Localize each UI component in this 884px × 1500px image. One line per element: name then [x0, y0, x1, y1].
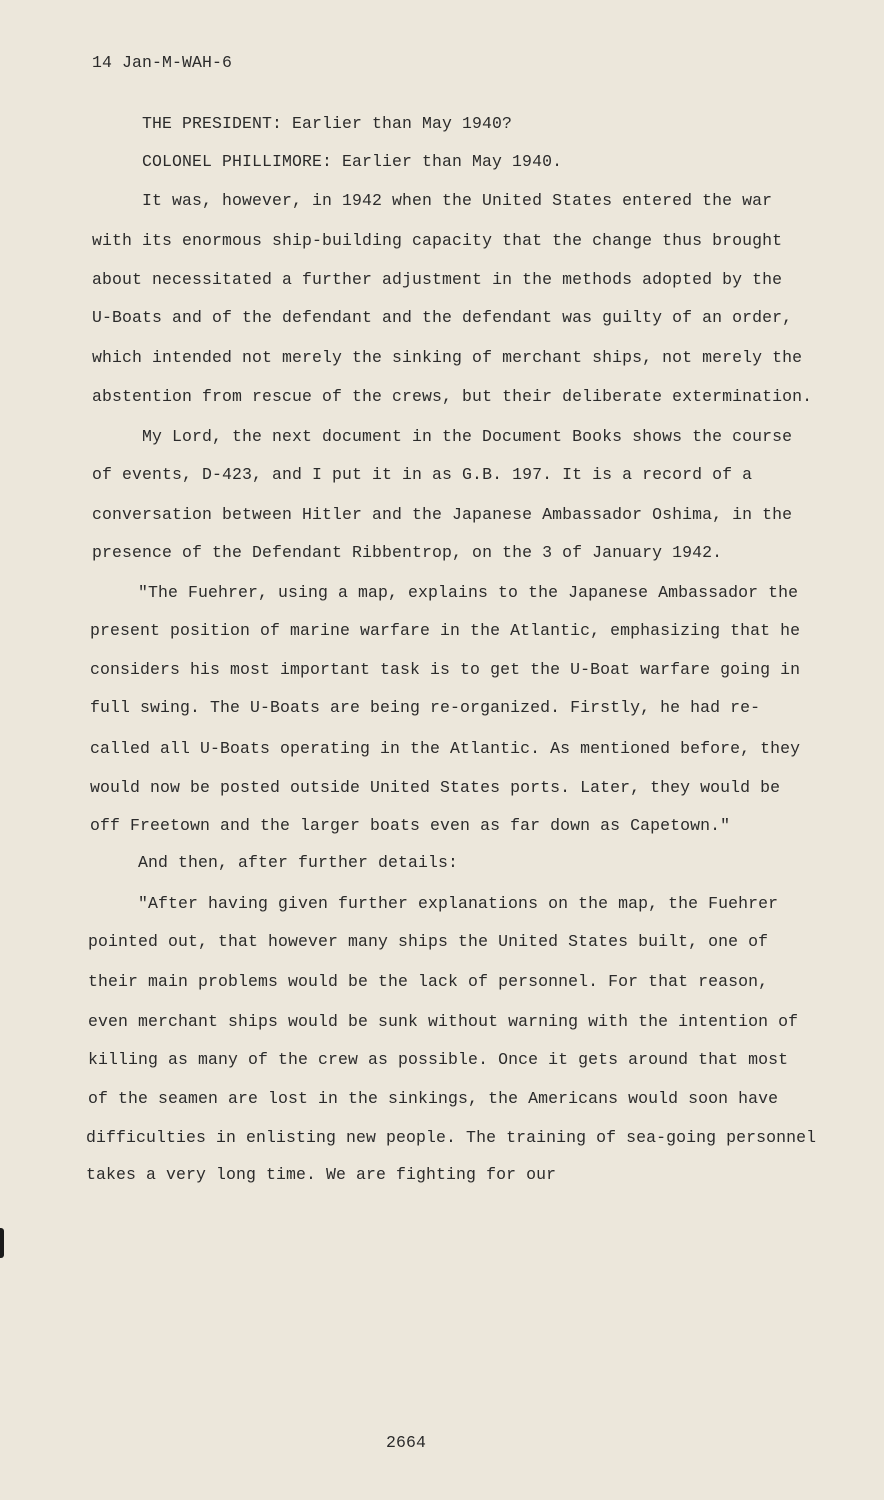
- text-line: would now be posted outside United States ports. Later, they would be: [90, 778, 781, 797]
- text-line: of events, D-423, and I put it in as G.B. 197. It is a record of a: [92, 465, 753, 484]
- text-line: killing as many of the crew as possible. Once it gets around that most: [88, 1050, 789, 1069]
- text-line: with its enormous ship-building capacity that the change thus brought: [92, 231, 783, 250]
- text-line: COLONEL PHILLIMORE: Earlier than May 1940.: [142, 152, 563, 171]
- text-line: which intended not merely the sinking of merchant ships, not merely the: [92, 348, 803, 367]
- text-line: "The Fuehrer, using a map, explains to the Japanese Ambassador the: [138, 583, 799, 602]
- text-line: takes a very long time. We are fighting for our: [86, 1165, 557, 1184]
- text-line: pointed out, that however many ships the United States built, one of: [88, 932, 769, 951]
- text-line: off Freetown and the larger boats even as far down as Capetown.": [90, 816, 731, 835]
- text-line: THE PRESIDENT: Earlier than May 1940?: [142, 114, 513, 133]
- text-line: It was, however, in 1942 when the United States entered the war: [142, 191, 773, 210]
- text-line: full swing. The U-Boats are being re-organized. Firstly, he had re-: [90, 698, 761, 717]
- text-line: My Lord, the next document in the Document Books shows the course: [142, 427, 793, 446]
- text-line: called all U-Boats operating in the Atlantic. As mentioned before, they: [90, 739, 801, 758]
- text-line: their main problems would be the lack of personnel. For that reason,: [88, 972, 769, 991]
- text-line: about necessitated a further adjustment in the methods adopted by the: [92, 270, 783, 289]
- text-line: presence of the Defendant Ribbentrop, on the 3 of January 1942.: [92, 543, 723, 562]
- text-line: of the seamen are lost in the sinkings, the Americans would soon have: [88, 1089, 779, 1108]
- text-line: even merchant ships would be sunk without warning with the intention of: [88, 1012, 799, 1031]
- text-line: And then, after further details:: [138, 853, 459, 872]
- text-line: "After having given further explanations on the map, the Fuehrer: [138, 894, 779, 913]
- text-line: U-Boats and of the defendant and the defendant was guilty of an order,: [92, 308, 793, 327]
- text-line: conversation between Hitler and the Japanese Ambassador Oshima, in the: [92, 505, 793, 524]
- text-line: difficulties in enlisting new people. The training of sea-going personnel: [86, 1128, 817, 1147]
- text-line: abstention from rescue of the crews, but their deliberate extermination.: [92, 387, 813, 406]
- text-line: present position of marine warfare in the Atlantic, emphasizing that he: [90, 621, 801, 640]
- page-number: 2664: [386, 1433, 427, 1452]
- document-reference: 14 Jan-M-WAH-6: [92, 53, 233, 72]
- text-line: considers his most important task is to get the U-Boat warfare going in: [90, 660, 801, 679]
- binding-mark: [0, 1228, 4, 1258]
